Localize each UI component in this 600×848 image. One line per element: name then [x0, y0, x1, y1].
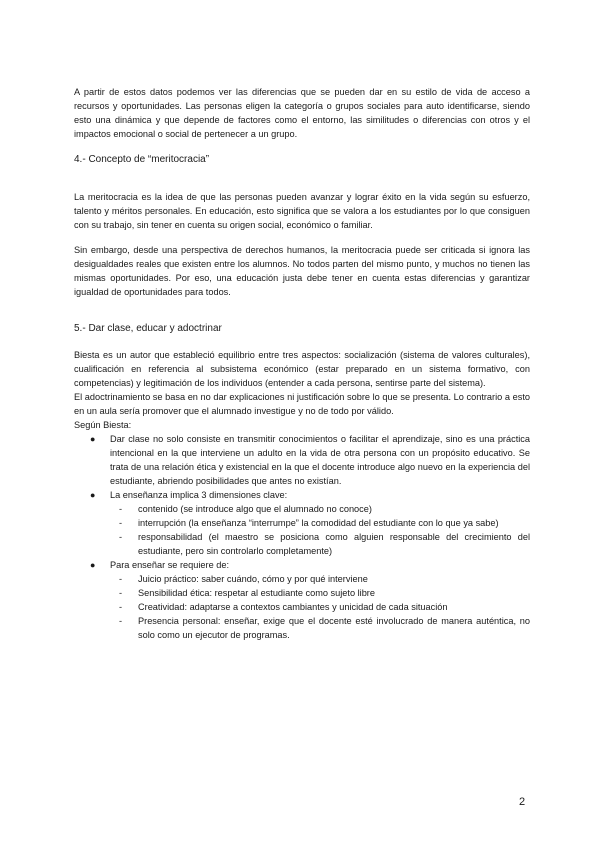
sub-list-item-text: Juicio práctico: saber cuándo, cómo y por qué interviene: [138, 574, 368, 584]
section-5-heading: 5.- Dar clase, educar y adoctrinar: [74, 323, 222, 334]
section-5-paragraph-2: El adoctrinamiento se basa en no dar explicaciones ni justificación sobre lo que se presenta. Lo contrario a esto en un aula sería promover que el alumnado investigue y no de todo por válido.: [74, 392, 530, 416]
section-5-paragraph-1: Biesta es un autor que estableció equilibrio entre tres aspectos: socialización (sistema de valores culturales), cualificación en referencia al subsistema económico (estar preparado en un sistema formativo, con competencias) y legitimación de los individuos (entender a cada persona, sentirse parte del sistema).: [74, 350, 530, 388]
list-item: [74, 488, 530, 558]
list-item-text: Para enseñar se requiere de:: [110, 560, 230, 570]
dash-icon: -: [119, 518, 123, 528]
sub-list: [110, 572, 530, 642]
section-4-heading: 4.- Concepto de “meritocracia”: [74, 154, 210, 165]
list-item: [74, 558, 530, 642]
sub-list-item: [110, 600, 530, 614]
sub-list-item: [110, 614, 530, 642]
section-4-paragraph-1: La meritocracia es la idea de que las personas pueden avanzar y lograr éxito en la vida según su esfuerzo, talento y méritos personales. En educación, esto significa que se valora a los estudiantes por lo que consiguen con su trabajo, sin tener en cuenta su origen social, económico o familiar.: [74, 192, 530, 230]
sub-list-item: [110, 586, 530, 600]
according-label: Según Biesta:: [74, 420, 132, 430]
sub-list-item-text: Creatividad: adaptarse a contextos cambiantes y unicidad de cada situación: [138, 602, 448, 612]
dash-icon: -: [119, 574, 123, 584]
sub-list-item-text: contenido (se introduce algo que el alumnado no conoce): [138, 504, 372, 514]
bullet-icon: ●: [90, 434, 96, 444]
bullet-icon: ●: [90, 490, 96, 500]
sub-list-item: [110, 502, 530, 516]
sub-list-item: [110, 530, 530, 558]
dash-icon: -: [119, 616, 123, 626]
sub-list-item-text: Sensibilidad ética: respetar al estudiante como sujeto libre: [138, 588, 375, 598]
sub-list-item: [110, 572, 530, 586]
dash-icon: -: [119, 602, 123, 612]
section-5-body: [74, 348, 530, 642]
page-number: 2: [519, 796, 526, 808]
sub-list-item-text: interrupción (la enseñanza “interrumpe” la comodidad del estudiante con lo que ya sabe): [138, 518, 499, 528]
list-item-text: Dar clase no solo consiste en transmitir conocimientos o facilitar el aprendizaje, sino es una práctica intencional en la que interviene un adulto en la vida de otra persona con un propósito educativo. Se trata de una relación ética y existencial en la que el docente introduce algo nuevo en la experiencia del estudiante, abriendo posibilidades que antes no existían.: [110, 434, 530, 486]
dash-icon: -: [119, 504, 123, 514]
sub-list-item: [110, 516, 530, 530]
dash-icon: -: [119, 532, 123, 542]
bullet-icon: ●: [90, 560, 96, 570]
biesta-bullet-list: [74, 432, 530, 642]
intro-paragraph: A partir de estos datos podemos ver las diferencias que se pueden dar en su estilo de vida de acceso a recursos y oportunidades. Las personas eligen la categoría o grupos sociales para auto identificarse, siendo esto una dinámica y que depende de factores como el entorno, las similitudes o diferencias con otros y el impactos emocional o social de pertenecer a un grupo.: [74, 87, 530, 139]
sub-list-item-text: Presencia personal: enseñar, exige que el docente esté involucrado de manera auténtica, no solo como un ejecutor de programas.: [138, 616, 530, 640]
list-item: [74, 432, 530, 488]
dash-icon: -: [119, 588, 123, 598]
sub-list-item-text: responsabilidad (el maestro se posiciona como alguien responsable del crecimiento del estudiante, pero sin controlarlo completamente): [138, 532, 530, 556]
sub-list: [110, 502, 530, 558]
section-4-paragraph-2: Sin embargo, desde una perspectiva de derechos humanos, la meritocracia puede ser criticada si ignora las desigualdades reales que existen entre los alumnos. No todos parten del mismo punto, y muchos no tienen las mismas oportunidades. Por eso, una educación justa debe tener en cuenta estas diferencias y garantizar igualdad de oportunidades para todos.: [74, 245, 530, 297]
list-item-text: La enseñanza implica 3 dimensiones clave:: [110, 490, 288, 500]
